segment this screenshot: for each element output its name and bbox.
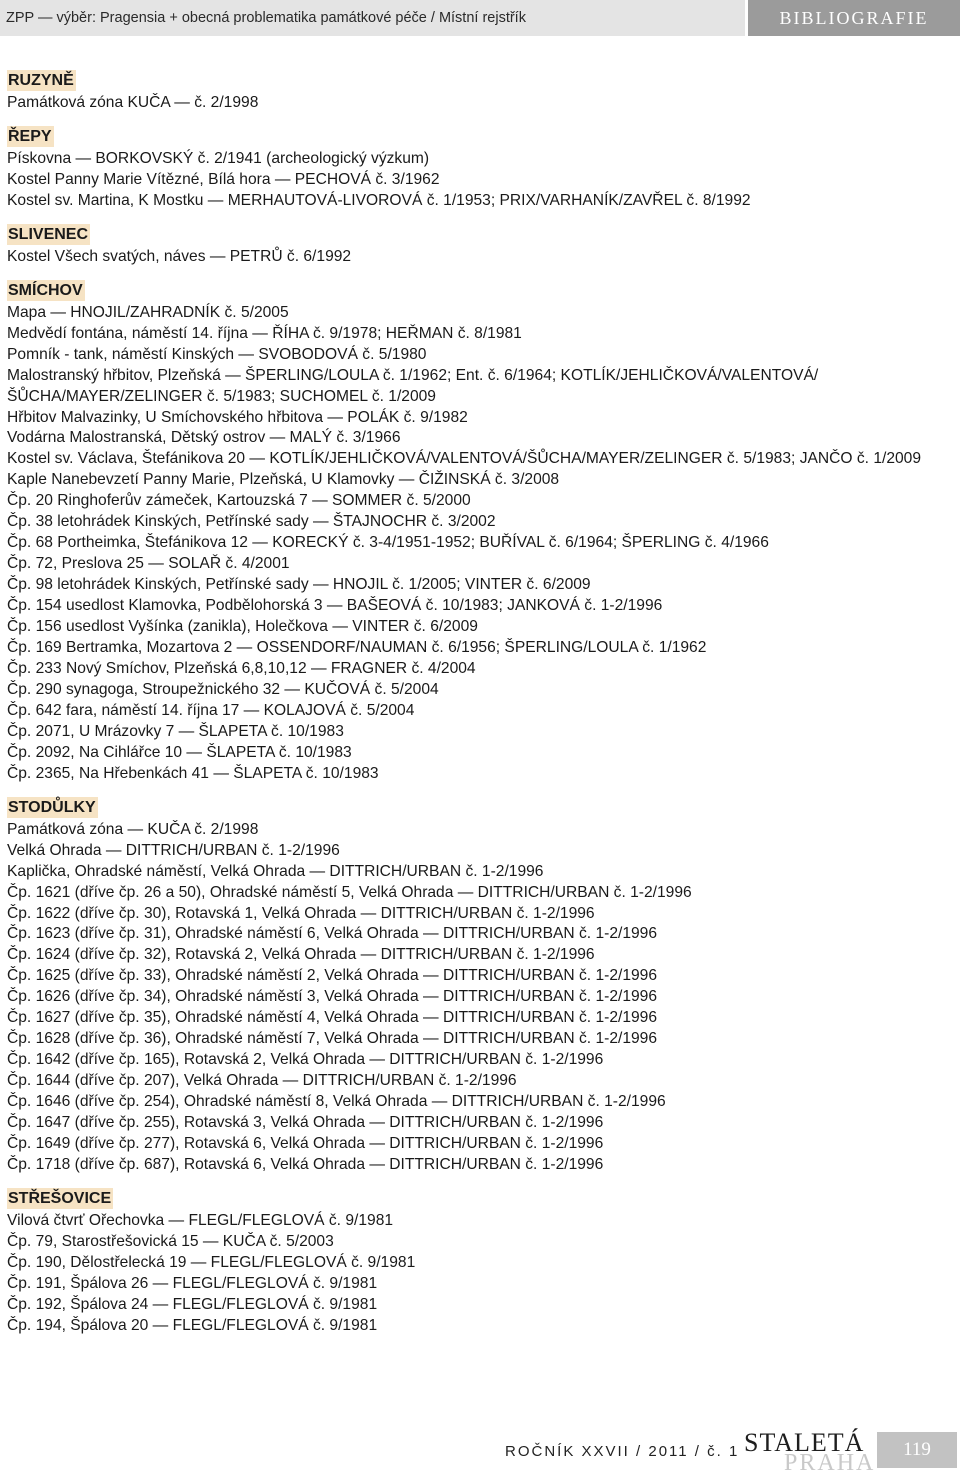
page-number: 119 <box>877 1432 957 1468</box>
register-entry: Kostel Panny Marie Vítězné, Bílá hora — PECHOVÁ č. 3/1962 <box>7 170 440 188</box>
register-entry: Čp. 642 fara, náměstí 14. října 17 — KOLAJOVÁ č. 5/2004 <box>7 701 415 719</box>
register-entry: Čp. 1644 (dříve čp. 207), Velká Ohrada — DITTRICH/URBAN č. 1-2/1996 <box>7 1072 517 1090</box>
register-entry: Čp. 1647 (dříve čp. 255), Rotavská 3, Velká Ohrada — DITTRICH/URBAN č. 1-2/1996 <box>7 1114 604 1132</box>
register-entry: Památková zóna — KUČA č. 2/1998 <box>7 820 259 838</box>
register-section <box>7 224 957 268</box>
register-entry: Čp. 38 letohrádek Kinských, Petřínské sady — ŠTAJNOCHR č. 3/2002 <box>7 513 496 531</box>
register-entry: Čp. 1628 (dříve čp. 36), Ohradské náměstí 7, Velká Ohrada — DITTRICH/URBAN č. 1-2/1996 <box>7 1030 658 1048</box>
register-entry: Čp. 2071, U Mrázovky 7 — ŠLAPETA č. 10/1983 <box>7 722 344 740</box>
register-entry: Čp. 79, Starostřešovická 15 — KUČA č. 5/2003 <box>7 1232 334 1250</box>
register-entry: Pomník - tank, náměstí Kinských — SVOBODOVÁ č. 5/1980 <box>7 345 427 363</box>
register-entry: Čp. 1625 (dříve čp. 33), Ohradské náměstí 2, Velká Ohrada — DITTRICH/URBAN č. 1-2/1996 <box>7 967 658 985</box>
register-entry: Kostel sv. Martina, K Mostku — MERHAUTOVÁ-LIVOROVÁ č. 1/1953; PRIX/VARHANÍK/ZAVŘEL č. 8/1992 <box>7 191 751 209</box>
register-entry: Kostel Všech svatých, náves — PETRŮ č. 6/1992 <box>7 247 352 265</box>
section-heading: SMÍCHOV <box>8 281 83 299</box>
register-entry: Čp. 1646 (dříve čp. 254), Ohradské náměstí 8, Velká Ohrada — DITTRICH/URBAN č. 1-2/1996 <box>7 1093 666 1111</box>
register-entry: Čp. 1649 (dříve čp. 277), Rotavská 6, Velká Ohrada — DITTRICH/URBAN č. 1-2/1996 <box>7 1134 604 1152</box>
register-entry: Kaplička, Ohradské náměstí, Velká Ohrada — DITTRICH/URBAN č. 1-2/1996 <box>7 862 544 880</box>
register-entry: Kaple Nanebevzetí Panny Marie, Plzeňská, U Klamovky — ČIŽINSKÁ č. 3/2008 <box>7 471 560 489</box>
register-entry: Čp. 72, Preslova 25 — SOLAŘ č. 4/2001 <box>7 555 290 573</box>
register-entry: Čp. 169 Bertramka, Mozartova 2 — OSSENDORF/NAUMAN č. 6/1956; ŠPERLING/LOULA č. 1/1962 <box>7 639 707 657</box>
register-entry: Čp. 1623 (dříve čp. 31), Ohradské náměstí 6, Velká Ohrada — DITTRICH/URBAN č. 1-2/1996 <box>7 925 658 943</box>
register-entry: Čp. 2092, Na Cihlářce 10 — ŠLAPETA č. 10/1983 <box>7 743 352 761</box>
register-section <box>7 280 957 785</box>
register-entry: Kostel sv. Václava, Štefánikova 20 — KOTLÍK/JEHLIČKOVÁ/VALENTOVÁ/ŠŮCHA/MAYER/ZELINGER č. 5/1983; JANČO č. 1/2009 <box>7 450 922 468</box>
register-entry: Čp. 20 Ringhoferův zámeček, Kartouzská 7 — SOMMER č. 5/2000 <box>7 492 471 510</box>
register-entry: Malostranský hřbitov, Plzeňská — ŠPERLING/LOULA č. 1/1962; Ent. č. 6/1964; KOTLÍK/JEHLIČKOVÁ/VALENTOVÁ/ŠŮCHA/MAYER/ZELINGER č. 5/1983; SUCHOMEL č. 1/2009 <box>7 366 819 405</box>
register-entry: Pískovna — BORKOVSKÝ č. 2/1941 (archeologický výzkum) <box>7 149 430 167</box>
section-heading: STODŮLKY <box>8 798 96 816</box>
brand-logo-bottom: PRAHA <box>784 1450 876 1476</box>
register-section <box>7 126 957 212</box>
section-heading: STŘEŠOVICE <box>8 1189 112 1207</box>
register-entry: Čp. 191, Špálova 26 — FLEGL/FLEGLOVÁ č. 9/1981 <box>7 1274 378 1292</box>
register-entry: Čp. 154 usedlost Klamovka, Podbělohorská 3 — BAŠEOVÁ č. 10/1983; JANKOVÁ č. 1-2/1996 <box>7 597 663 615</box>
register-entry: Vodárna Malostranská, Dětský ostrov — MALÝ č. 3/1966 <box>7 429 401 447</box>
register-entry: Hřbitov Malvazinky, U Smíchovského hřbitova — POLÁK č. 9/1982 <box>7 408 468 426</box>
register-entry: Čp. 98 letohrádek Kinských, Petřínské sady — HNOJIL č. 1/2005; VINTER č. 6/2009 <box>7 576 591 594</box>
register-entry: Čp. 1718 (dříve čp. 687), Rotavská 6, Velká Ohrada — DITTRICH/URBAN č. 1-2/1996 <box>7 1155 604 1173</box>
register-entry: Památková zóna KUČA — č. 2/1998 <box>7 94 259 111</box>
register-content <box>7 70 957 1349</box>
header-category: BIBLIOGRAFIE <box>748 0 960 36</box>
section-heading: RUZYNĚ <box>8 72 74 89</box>
register-entry: Čp. 290 synagoga, Stroupežnického 32 — KUČOVÁ č. 5/2004 <box>7 680 439 698</box>
page-header <box>0 0 960 36</box>
page-footer <box>0 1428 960 1476</box>
register-entry: Čp. 1626 (dříve čp. 34), Ohradské náměstí 3, Velká Ohrada — DITTRICH/URBAN č. 1-2/1996 <box>7 988 658 1006</box>
issue-label: ROČNÍK XXVII / 2011 / č. 1 <box>505 1443 740 1460</box>
section-heading: ŘEPY <box>8 127 52 145</box>
register-entry: Čp. 1642 (dříve čp. 165), Rotavská 2, Velká Ohrada — DITTRICH/URBAN č. 1-2/1996 <box>7 1051 604 1069</box>
register-entry: Čp. 68 Portheimka, Štefánikova 12 — KORECKÝ č. 3-4/1951-1952; BUŘÍVAL č. 6/1964; ŠPERLING č. 4/1966 <box>7 534 769 552</box>
register-entry: Čp. 1624 (dříve čp. 32), Rotavská 2, Velká Ohrada — DITTRICH/URBAN č. 1-2/1996 <box>7 946 595 964</box>
register-entry: Čp. 1622 (dříve čp. 30), Rotavská 1, Velká Ohrada — DITTRICH/URBAN č. 1-2/1996 <box>7 904 595 922</box>
register-entry: Velká Ohrada — DITTRICH/URBAN č. 1-2/1996 <box>7 841 340 859</box>
register-entry: Čp. 1627 (dříve čp. 35), Ohradské náměstí 4, Velká Ohrada — DITTRICH/URBAN č. 1-2/1996 <box>7 1009 658 1027</box>
register-entry: Čp. 192, Špálova 24 — FLEGL/FLEGLOVÁ č. 9/1981 <box>7 1295 378 1313</box>
register-entry: Vilová čtvrť Ořechovka — FLEGL/FLEGLOVÁ č. 9/1981 <box>7 1211 394 1229</box>
register-entry: Čp. 194, Špálova 20 — FLEGL/FLEGLOVÁ č. 9/1981 <box>7 1316 378 1334</box>
register-entry: Medvědí fontána, náměstí 14. října — ŘÍHA č. 9/1978; HEŘMAN č. 8/1981 <box>7 324 522 342</box>
brand-logo-top: STALETÁ <box>744 1428 865 1457</box>
register-entry: Čp. 1621 (dříve čp. 26 a 50), Ohradské náměstí 5, Velká Ohrada — DITTRICH/URBAN č. 1-2/1996 <box>7 883 692 901</box>
section-heading: SLIVENEC <box>8 225 89 243</box>
register-entry: Čp. 156 usedlost Vyšínka (zanikla), Holečkova — VINTER č. 6/2009 <box>7 618 478 636</box>
register-entry: Čp. 233 Nový Smíchov, Plzeňská 6,8,10,12 — FRAGNER č. 4/2004 <box>7 659 476 677</box>
register-section <box>7 70 957 114</box>
header-path: ZPP — výběr: Pragensia + obecná problematika památkové péče / Místní rejstřík <box>0 0 745 36</box>
register-entry: Čp. 190, Dělostřelecká 19 — FLEGL/FLEGLOVÁ č. 9/1981 <box>7 1253 416 1271</box>
register-section <box>7 1188 957 1337</box>
register-section <box>7 797 957 1176</box>
register-entry: Čp. 2365, Na Hřebenkách 41 — ŠLAPETA č. 10/1983 <box>7 764 379 782</box>
register-entry: Mapa — HNOJIL/ZAHRADNÍK č. 5/2005 <box>7 303 289 321</box>
